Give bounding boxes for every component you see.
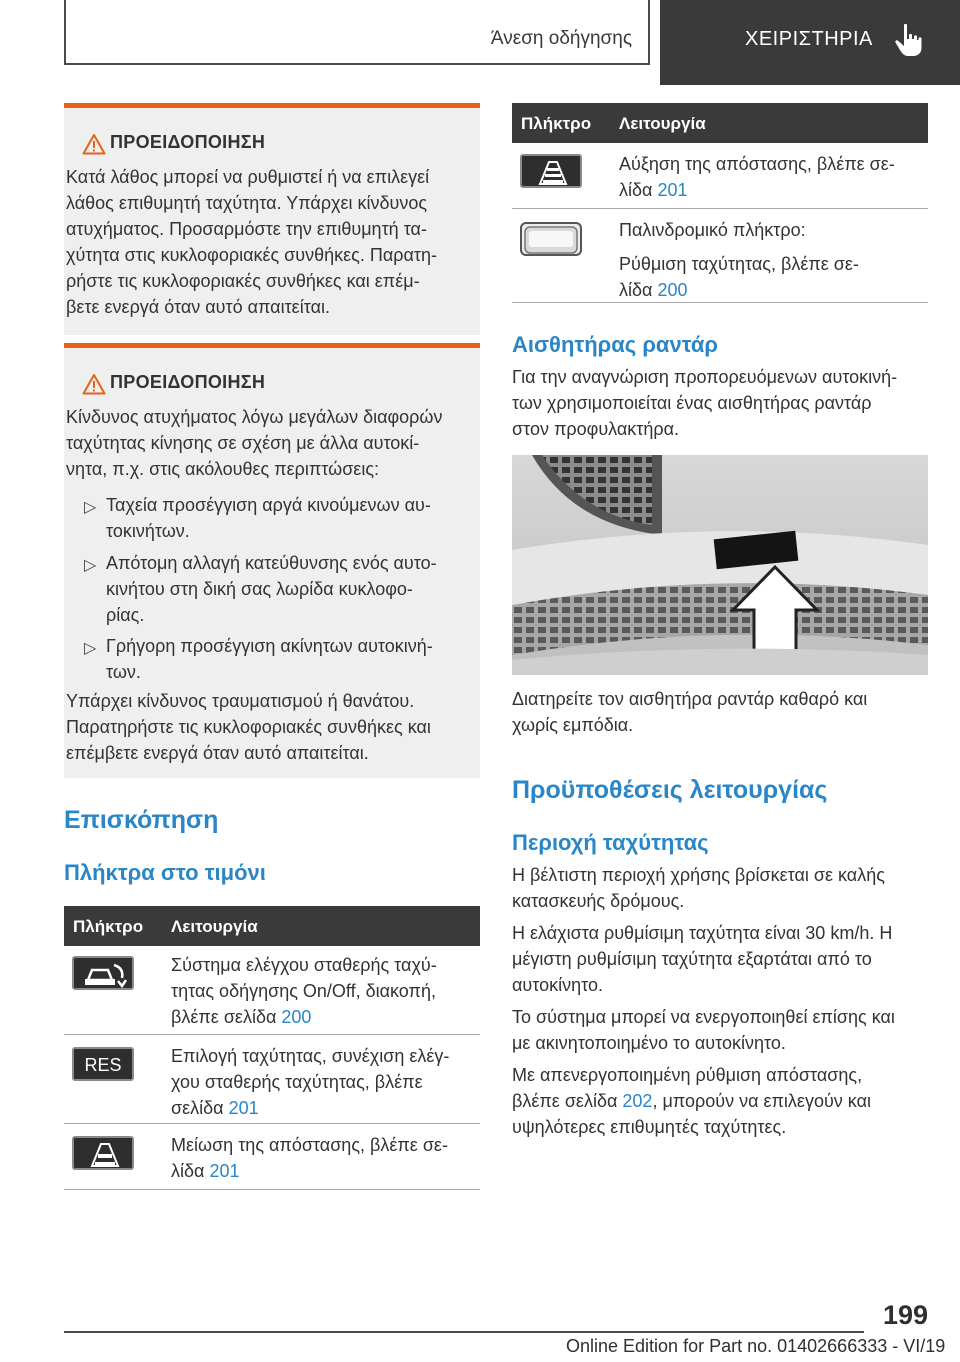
radar-sensor-photo bbox=[512, 455, 928, 675]
distance-icon bbox=[522, 156, 582, 188]
column-header-function: Λειτουργία bbox=[619, 114, 706, 133]
page-link[interactable]: 201 bbox=[228, 1098, 259, 1118]
page-number: 199 bbox=[882, 1300, 928, 1330]
section-title: Άνεση οδήγησης bbox=[490, 28, 632, 49]
steering-buttons-heading: Πλήκτρα στο τιμόνι bbox=[64, 860, 266, 885]
distance-icon bbox=[74, 1138, 134, 1170]
speed-range-heading: Περιοχή ταχύτητας bbox=[512, 830, 709, 855]
chapter-tab[interactable] bbox=[660, 0, 960, 85]
distance-decrease-button-image bbox=[72, 1136, 134, 1170]
car-front-bumper-image bbox=[512, 455, 928, 675]
table-row bbox=[512, 209, 928, 303]
footer-divider bbox=[64, 1331, 864, 1333]
res-button-image bbox=[72, 1047, 134, 1081]
speed-range-p2: Η ελάχιστα ρυθμίσιμη ταχύτητα είναι 30 km/h. Η μέγιστη ρυθμίσιμη ταχύτητα εξαρτάται από το αυτοκίνητο. bbox=[512, 923, 893, 995]
warning-title: ΠΡΟΕΙΔΟΠΟΙΗΣΗ bbox=[110, 132, 266, 152]
res-button-label: RES bbox=[84, 1055, 122, 1075]
cruise-control-icon bbox=[74, 958, 134, 990]
list-item: Ταχεία προσέγγιση αργά κινούμενων αυ- τοκινήτων. bbox=[106, 495, 431, 541]
page-link[interactable]: 200 bbox=[281, 1007, 312, 1027]
page-link[interactable]: 202 bbox=[622, 1091, 653, 1111]
speed-range-p1: Η βέλτιστη περιοχή χρήσης βρίσκεται σε καλής κατασκευής δρόμους. bbox=[512, 865, 885, 911]
page-link[interactable]: 200 bbox=[657, 280, 688, 300]
radar-heading: Αισθητήρας ραντάρ bbox=[512, 332, 719, 357]
function-text: Αύξηση της απόστασης, βλέπε σε- λίδα 201 bbox=[619, 154, 895, 200]
warning-outro: Υπάρχει κίνδυνος τραυματισμού ή θανάτου. Παρατηρήστε τις κυκλοφοριακές συνθήκες και επέμβετε ενεργά όταν αυτό απαιτείται. bbox=[66, 691, 431, 763]
function-text: Παλινδρομικό πλήκτρο: Ρύθμιση ταχύτητας, βλέπε σε- λίδα 200 bbox=[619, 220, 859, 300]
bullet-triangle-icon: ▷ bbox=[84, 557, 97, 574]
table-row bbox=[64, 946, 480, 1035]
list-item: Απότομη αλλαγή κατεύθυνσης ενός αυτο- κινήτου στη δική σας λωρίδα κυκλοφο- ρίας. bbox=[106, 553, 437, 625]
page-link[interactable]: 201 bbox=[209, 1161, 240, 1181]
column-header-key: Πλήκτρο bbox=[73, 917, 144, 936]
table-row bbox=[512, 143, 928, 209]
table-row bbox=[64, 1035, 480, 1124]
speed-range-p4: Με απενεργοποιημένη ρύθμιση απόστασης, βλέπε σελίδα 202, μπορούν να επιλεγούν και υψηλότερες επιθυμητές ταχύτητες. bbox=[512, 1065, 871, 1137]
warning-triangle-icon bbox=[82, 132, 106, 156]
footer-edition: Online Edition for Part no. 01402666333 - VI/19 bbox=[566, 1336, 946, 1356]
function-text: Σύστημα ελέγχου σταθερής ταχύ- τητας οδήγησης On/Off, διακοπή, βλέπε σελίδα 200 bbox=[171, 955, 437, 1027]
page-link[interactable]: 201 bbox=[657, 180, 688, 200]
column-header-key: Πλήκτρο bbox=[521, 114, 592, 133]
warning-intro: Κίνδυνος ατυχήματος λόγω μεγάλων διαφορών ταχύτητας κίνησης σε σχέση με άλλα αυτοκί- νητα, π.χ. στις ακόλουθες περιπτώσεις: bbox=[66, 407, 443, 479]
prerequisites-heading: Προϋποθέσεις λειτουργίας bbox=[512, 776, 828, 804]
chapter-tab-label: ΧΕΙΡΙΣΤΗΡΙΑ bbox=[745, 28, 873, 50]
rocker-switch-image bbox=[520, 222, 582, 256]
column-header-function: Λειτουργία bbox=[171, 917, 258, 936]
table-header bbox=[512, 103, 928, 143]
cruise-control-button-image bbox=[72, 956, 134, 990]
warning-triangle-icon bbox=[82, 372, 106, 396]
warning-box-2 bbox=[64, 343, 480, 778]
function-text: Επιλογή ταχύτητας, συνέχιση ελέγ- χου σταθερής ταχύτητας, βλέπε σελίδα 201 bbox=[171, 1046, 450, 1118]
warning-text: Κατά λάθος μπορεί να ρυθμιστεί ή να επιλεγεί λάθος επιθυμητή ταχύτητα. Υπάρχει κίνδυνος ατυχήματος. Προσαρμόστε την επιθυμητή τα- χύτητα στις κυκλοφοριακές συνθήκες. Παρατη- ρήστε τις κυκλοφοριακές συνθήκες και επέμ- βετε ενεργά όταν αυτό απαιτείται. bbox=[66, 167, 438, 317]
table-row bbox=[64, 1124, 480, 1190]
bullet-triangle-icon: ▷ bbox=[84, 499, 97, 516]
warning-box-1 bbox=[64, 103, 480, 335]
function-text: Μείωση της απόστασης, βλέπε σε- λίδα 201 bbox=[171, 1135, 448, 1181]
bullet-triangle-icon: ▷ bbox=[84, 640, 97, 657]
speed-range-p3: Το σύστημα μπορεί να ενεργοποιηθεί επίσης και με ακινητοποιημένο το αυτοκίνητο. bbox=[512, 1007, 895, 1053]
hand-pointer-icon bbox=[892, 22, 924, 58]
distance-increase-button-image bbox=[520, 154, 582, 188]
radar-caption: Διατηρείτε τον αισθητήρα ραντάρ καθαρό και χωρίς εμπόδια. bbox=[512, 689, 868, 735]
rocker-switch-icon bbox=[522, 224, 582, 256]
table-header bbox=[64, 906, 480, 946]
list-item: Γρήγορη προσέγγιση ακίνητων αυτοκινή- των. bbox=[106, 636, 433, 682]
radar-text: Για την αναγνώριση προπορευόμενων αυτοκινή- των χρησιμοποιείται ένας αισθητήρας ραντάρ στον προφυλακτήρα. bbox=[512, 367, 898, 439]
warning-title: ΠΡΟΕΙΔΟΠΟΙΗΣΗ bbox=[110, 372, 266, 392]
overview-heading: Επισκόπηση bbox=[64, 806, 219, 834]
